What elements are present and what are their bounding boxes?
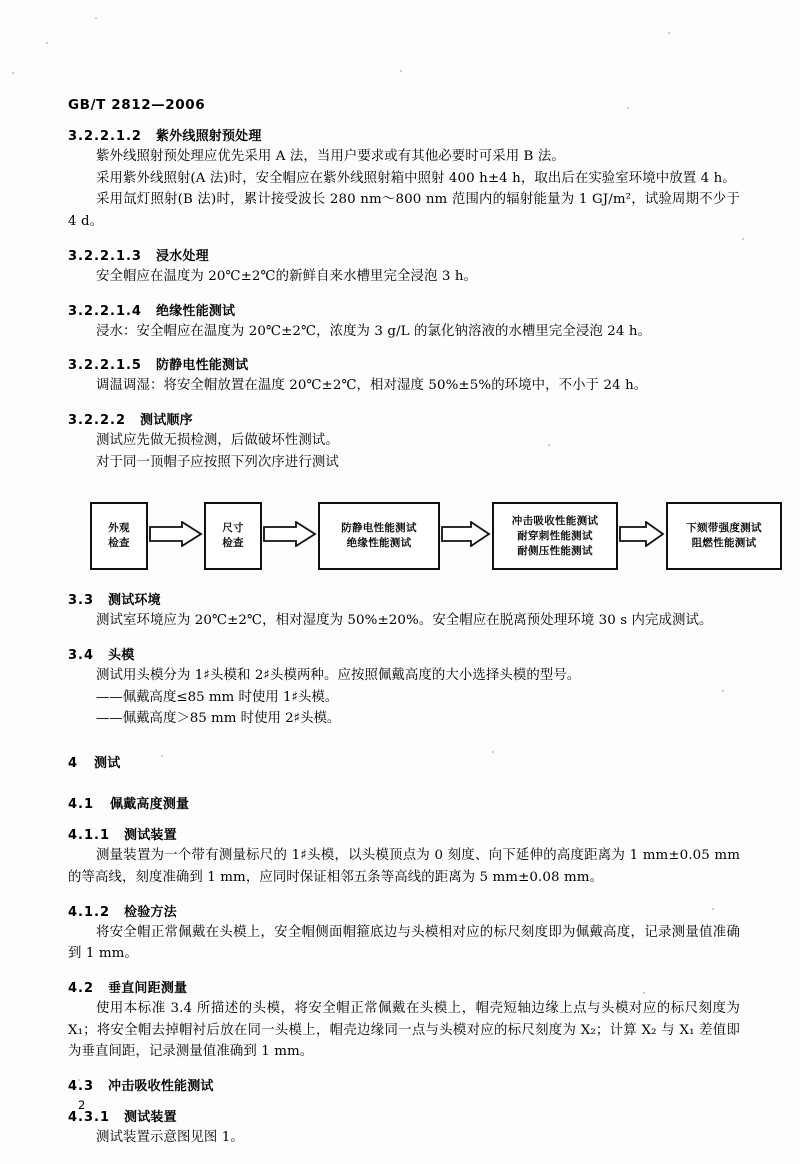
flow-box-appearance-inspection <box>90 502 148 570</box>
flow-arrow-1 <box>149 521 203 547</box>
clause-number: 4.2 <box>68 980 95 996</box>
clause-number: 3.2.2.1.2 <box>68 129 142 144</box>
paragraph: 采用紫外线照射(A 法)时，安全帽应在紫外线照射箱中照射 400 h±4 h，取出后在实验室环境中放置 4 h。 <box>96 170 736 186</box>
paragraph: 测量装置为一个带有测量标尺的 1♯头模，以头模顶点为 0 刻度、向下延伸的高度距离为 1 mm±0.05 mm 的等高线，刻度准确到 1 mm，应同时保证相邻五条等高线的距离为 5 mm±0.08 mm。 <box>68 848 740 885</box>
clause-number: 3.3 <box>68 593 95 609</box>
flow-box-line: 阻燃性能测试 <box>691 537 757 550</box>
clause-title: 防静电性能测试 <box>155 358 249 374</box>
clause-number: 4.1.2 <box>68 904 111 920</box>
flow-box-antistatic-insulation-test <box>318 502 440 570</box>
clause-heading-3-3 <box>68 589 740 608</box>
clause-heading-3-2-2-1-4 <box>68 300 740 319</box>
flow-arrow-4 <box>619 521 665 547</box>
clause-number: 4.1 <box>68 797 95 813</box>
test-sequence-flowchart <box>68 491 762 577</box>
flow-box-chinstrap-flame-test <box>666 502 782 570</box>
dash-item: ——佩戴高度≤85 mm 时使用 1♯头模。 <box>96 689 339 705</box>
clause-heading-4-3-1 <box>68 1106 740 1125</box>
paragraph: 调温调湿：将安全帽放置在温度 20℃±2℃，相对湿度 50%±5%的环境中，不小于 24 h。 <box>96 378 648 394</box>
flow-box-line: 检查 <box>222 537 244 550</box>
clause-title: 测试环境 <box>108 593 161 609</box>
clause-title: 佩戴高度测量 <box>110 797 190 813</box>
flow-arrow-3 <box>441 521 491 547</box>
clause-heading-4-2 <box>68 977 740 996</box>
flow-box-line: 下颏带强度测试 <box>686 522 762 535</box>
flow-box-line: 外观 <box>108 522 130 535</box>
clause-title: 垂直间距测量 <box>108 980 188 996</box>
flow-box-line: 耐穿刺性能测试 <box>517 529 593 542</box>
flow-box-line: 防静电性能测试 <box>341 522 417 535</box>
flow-box-impact-penetration-lateral-test <box>492 502 618 570</box>
clause-number: 3.4 <box>68 648 95 664</box>
dash-item: ——佩戴高度＞85 mm 时使用 2♯头模。 <box>96 711 341 727</box>
scan-speck <box>742 238 744 240</box>
block-arrow-icon <box>263 521 317 547</box>
paragraph: 测试应先做无损检测，后做破坏性测试。 <box>96 432 339 448</box>
clause-heading-3-2-2-2 <box>68 409 740 428</box>
clause-title: 测试装置 <box>124 828 177 844</box>
paragraph: 对于同一顶帽子应按照下列次序进行测试 <box>96 454 339 470</box>
clause-heading-4-1 <box>68 793 740 812</box>
clause-number: 3.2.2.2 <box>68 412 126 428</box>
flow-box-line: 绝缘性能测试 <box>346 537 412 550</box>
clause-heading-4-1-1 <box>68 824 740 843</box>
paragraph: 紫外线照射预处理应优先采用 A 法，当用户要求或有其他必要时可采用 B 法。 <box>96 149 565 164</box>
scan-speck <box>12 72 14 74</box>
flow-arrow-2 <box>263 521 317 547</box>
clause-heading-4-3 <box>68 1075 740 1094</box>
clause-title: 检验方法 <box>124 904 177 920</box>
block-arrow-icon <box>441 521 491 547</box>
block-arrow-icon <box>149 521 203 547</box>
clause-title: 头模 <box>108 648 135 664</box>
clause-title: 测试顺序 <box>140 412 193 428</box>
flow-box-line: 检查 <box>108 537 130 550</box>
clause-title: 浸水处理 <box>155 248 209 264</box>
clause-title: 紫外线照射预处理 <box>155 129 262 144</box>
paragraph: 测试装置示意图见图 1。 <box>96 1130 244 1146</box>
flow-box-line: 冲击吸收性能测试 <box>511 514 599 527</box>
page-number: 2 <box>78 1098 86 1112</box>
clause-heading-3-2-2-1-3 <box>68 245 740 264</box>
flow-box-line: 尺寸 <box>222 522 244 535</box>
paragraph: 浸水：安全帽应在温度为 20℃±2℃，浓度为 3 g/L 的氯化钠溶液的水槽里完全浸泡 24 h。 <box>96 323 652 339</box>
clause-title: 测试装置 <box>124 1110 177 1126</box>
flow-box-dimension-inspection <box>204 502 262 570</box>
clause-number: 4.3.1 <box>68 1110 111 1126</box>
clause-number: 3.2.2.1.4 <box>68 303 142 319</box>
clause-title: 测试 <box>94 756 121 772</box>
clause-heading-4 <box>68 752 740 771</box>
paragraph: 将安全帽正常佩戴在头模上，安全帽侧面帽箍底边与头模相对应的标尺刻度即为佩戴高度，记录测量值准确到 1 mm。 <box>68 924 740 962</box>
block-arrow-icon <box>619 521 665 547</box>
paragraph: 测试用头模分为 1♯头模和 2♯头模两种。应按照佩戴高度的大小选择头模的型号。 <box>96 668 581 684</box>
scan-speck <box>46 42 48 44</box>
page-content <box>68 0 762 1149</box>
clause-title: 绝缘性能测试 <box>155 303 236 319</box>
clause-number: 4.3 <box>68 1079 95 1095</box>
clause-number: 3.2.2.1.5 <box>68 358 142 374</box>
paragraph: 测试室环境应为 20℃±2℃，相对湿度为 50%±20%。安全帽应在脱离预处理环境 30 s 内完成测试。 <box>96 613 713 629</box>
paragraph: 使用本标准 3.4 所描述的头模，将安全帽正常佩戴在头模上，帽壳短轴边缘上点与头模对应的标尺刻度为 X₁；将安全帽去掉帽衬后放在同一头模上，帽壳边缘同一点与头模对应的标尺刻度为 X₂；计算 X₂ 与 X₁ 差值即为垂直间距，记录测量值准确到 1 mm。 <box>68 1000 740 1060</box>
clause-number: 4.1.1 <box>68 828 111 844</box>
paragraph: 安全帽应在温度为 20℃±2℃的新鲜自来水槽里完全浸泡 3 h。 <box>96 268 478 284</box>
clause-title: 冲击吸收性能测试 <box>108 1079 214 1095</box>
clause-heading-3-2-2-1-2 <box>68 125 740 144</box>
clause-number: 3.2.2.1.3 <box>68 248 142 264</box>
clause-number: 4 <box>68 756 79 772</box>
clause-heading-3-4 <box>68 644 740 663</box>
standard-header: GB/T 2812—2006 <box>68 97 206 113</box>
clause-heading-4-1-2 <box>68 901 740 920</box>
paragraph: 采用氙灯照射(B 法)时，累计接受波长 280 nm～800 nm 范围内的辐射能量为 1 GJ/m²，试验周期不少于 4 d。 <box>68 192 740 230</box>
clause-heading-3-2-2-1-5 <box>68 354 740 373</box>
flow-box-line: 耐侧压性能测试 <box>517 544 593 557</box>
